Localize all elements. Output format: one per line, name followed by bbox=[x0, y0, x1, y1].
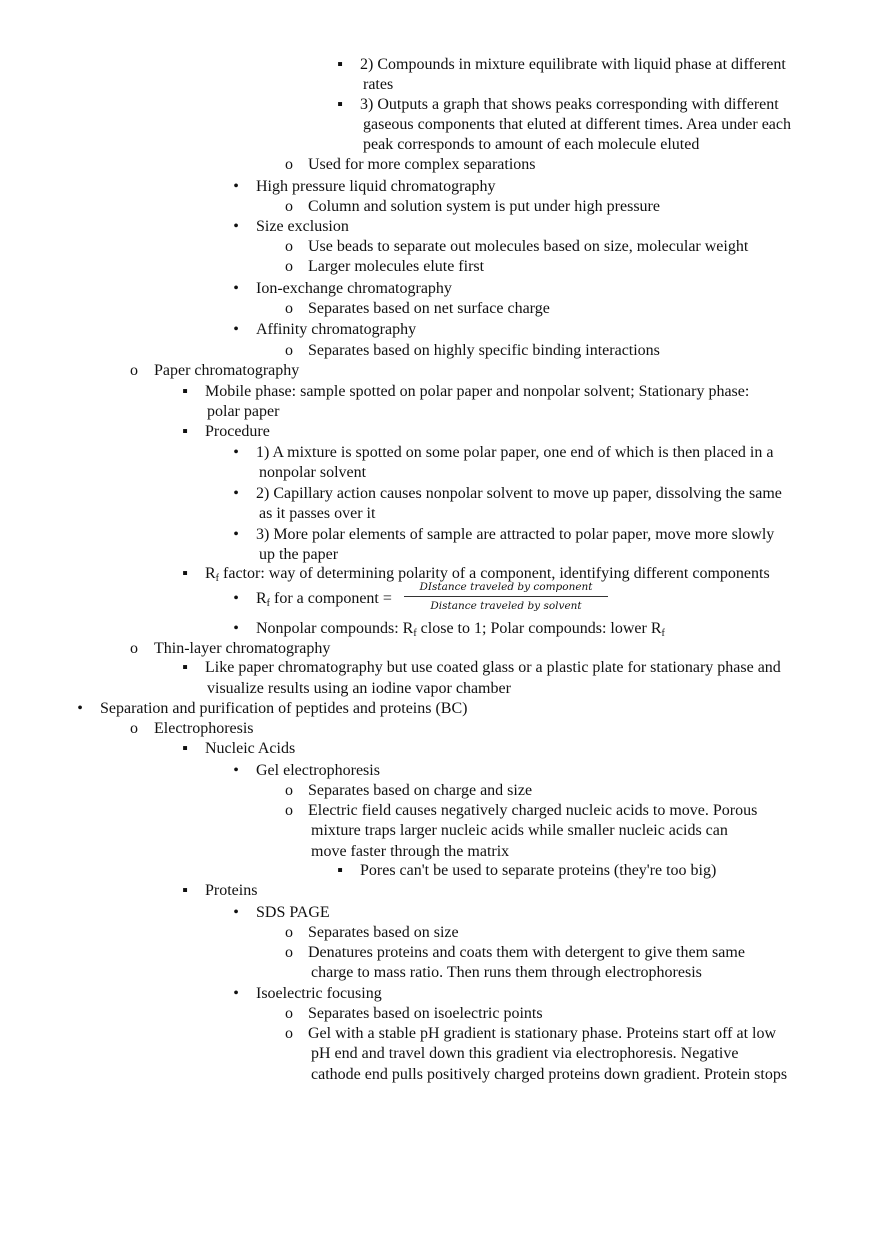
text-line: as it passes over it bbox=[259, 505, 376, 522]
text-line: Nucleic Acids bbox=[205, 740, 296, 757]
circle-bullet: o bbox=[285, 1025, 293, 1042]
text-line: 3) Outputs a graph that shows peaks corresponding with different bbox=[360, 96, 779, 113]
square-bullet: ▪ bbox=[182, 740, 188, 757]
circle-bullet: o bbox=[130, 640, 138, 657]
disc-bullet: • bbox=[233, 485, 239, 502]
disc-bullet: • bbox=[233, 321, 239, 338]
text-line: Gel with a stable pH gradient is stationary phase. Proteins start off at low bbox=[308, 1025, 777, 1042]
square-bullet: ▪ bbox=[337, 96, 343, 113]
text-line: Isoelectric focusing bbox=[256, 985, 382, 1002]
text-line: rates bbox=[363, 76, 394, 93]
text-line: mixture traps larger nucleic acids while smaller nucleic acids can bbox=[311, 822, 728, 839]
text-line: 2) Compounds in mixture equilibrate with liquid phase at different bbox=[360, 56, 786, 73]
circle-bullet: o bbox=[285, 802, 293, 819]
text-line: Gel electrophoresis bbox=[256, 762, 380, 779]
circle-bullet: o bbox=[130, 362, 138, 379]
text-line: Separates based on highly specific binding interactions bbox=[308, 342, 660, 359]
text-line: Electrophoresis bbox=[154, 720, 254, 737]
text-line: visualize results using an iodine vapor chamber bbox=[207, 680, 511, 697]
text-line: Nonpolar compounds: Rf close to 1; Polar compounds: lower Rf bbox=[256, 620, 665, 639]
text-line: 3) More polar elements of sample are attracted to polar paper, move more slowly bbox=[256, 526, 775, 543]
text-line: Electric field causes negatively charged nucleic acids to move. Porous bbox=[308, 802, 758, 819]
rf-fraction bbox=[404, 581, 608, 613]
text-line: nonpolar solvent bbox=[259, 464, 367, 481]
disc-bullet: • bbox=[233, 178, 239, 195]
text-line: move faster through the matrix bbox=[311, 843, 510, 860]
circle-bullet: o bbox=[285, 782, 293, 799]
square-bullet: ▪ bbox=[182, 659, 188, 676]
text-line: peak corresponds to amount of each molecule eluted bbox=[363, 136, 700, 153]
text-line: up the paper bbox=[259, 546, 339, 563]
text-line: Rf for a component = bbox=[256, 590, 392, 609]
circle-bullet: o bbox=[285, 238, 293, 255]
circle-bullet: o bbox=[285, 944, 293, 961]
text-line: Larger molecules elute first bbox=[308, 258, 485, 275]
disc-bullet: • bbox=[77, 700, 83, 717]
text-line: Affinity chromatography bbox=[256, 321, 417, 338]
circle-bullet: o bbox=[285, 1005, 293, 1022]
text-line: polar paper bbox=[207, 403, 280, 420]
circle-bullet: o bbox=[130, 720, 138, 737]
text-line: Ion-exchange chromatography bbox=[256, 280, 452, 297]
text-line: Like paper chromatography but use coated glass or a plastic plate for stationary phase and bbox=[205, 659, 781, 676]
square-bullet: ▪ bbox=[337, 862, 343, 879]
text-line: Separation and purification of peptides and proteins (BC) bbox=[100, 700, 468, 717]
text-line: Use beads to separate out molecules based on size, molecular weight bbox=[308, 238, 749, 255]
circle-bullet: o bbox=[285, 342, 293, 359]
disc-bullet: • bbox=[233, 620, 239, 637]
disc-bullet: • bbox=[233, 904, 239, 921]
text-line: Proteins bbox=[205, 882, 258, 899]
square-bullet: ▪ bbox=[182, 423, 188, 440]
text-line: charge to mass ratio. Then runs them through electrophoresis bbox=[311, 964, 702, 981]
text-line: Size exclusion bbox=[256, 218, 349, 235]
text-line: Pores can't be used to separate proteins (they're too big) bbox=[360, 862, 717, 879]
text-line: Procedure bbox=[205, 423, 270, 440]
square-bullet: ▪ bbox=[182, 565, 188, 582]
text-line: Used for more complex separations bbox=[308, 156, 536, 173]
text-line: gaseous components that eluted at different times. Area under each bbox=[363, 116, 791, 133]
fraction-bar bbox=[404, 596, 608, 597]
text-line: SDS PAGE bbox=[256, 904, 330, 921]
fraction-denominator: Distance traveled by solvent bbox=[430, 600, 582, 612]
disc-bullet: • bbox=[233, 280, 239, 297]
text-line: Paper chromatography bbox=[154, 362, 300, 379]
text-line: Separates based on isoelectric points bbox=[308, 1005, 543, 1022]
text-line: Thin-layer chromatography bbox=[154, 640, 331, 657]
circle-bullet: o bbox=[285, 198, 293, 215]
disc-bullet: • bbox=[233, 218, 239, 235]
text-line: Denatures proteins and coats them with detergent to give them same bbox=[308, 944, 745, 961]
text-line: 2) Capillary action causes nonpolar solvent to move up paper, dissolving the same bbox=[256, 485, 782, 502]
text-line: cathode end pulls positively charged proteins down gradient. Protein stops bbox=[311, 1066, 788, 1083]
square-bullet: ▪ bbox=[337, 56, 343, 73]
text-line: Separates based on net surface charge bbox=[308, 300, 550, 317]
circle-bullet: o bbox=[285, 258, 293, 275]
text-line: 1) A mixture is spotted on some polar paper, one end of which is then placed in a bbox=[256, 444, 774, 461]
disc-bullet: • bbox=[233, 590, 239, 607]
text-line: Column and solution system is put under high pressure bbox=[308, 198, 660, 215]
disc-bullet: • bbox=[233, 762, 239, 779]
square-bullet: ▪ bbox=[182, 882, 188, 899]
text-line: Rf factor: way of determining polarity of a component, identifying different components bbox=[205, 565, 770, 584]
fraction-numerator: DIstance traveled by component bbox=[419, 581, 593, 593]
text-line: High pressure liquid chromatography bbox=[256, 178, 496, 195]
square-bullet: ▪ bbox=[182, 383, 188, 400]
disc-bullet: • bbox=[233, 444, 239, 461]
text-line: Separates based on charge and size bbox=[308, 782, 533, 799]
disc-bullet: • bbox=[233, 985, 239, 1002]
text-line: pH end and travel down this gradient via electrophoresis. Negative bbox=[311, 1045, 739, 1062]
circle-bullet: o bbox=[285, 924, 293, 941]
disc-bullet: • bbox=[233, 526, 239, 543]
text-line: Mobile phase: sample spotted on polar paper and nonpolar solvent; Stationary phase: bbox=[205, 383, 750, 400]
circle-bullet: o bbox=[285, 156, 293, 173]
circle-bullet: o bbox=[285, 300, 293, 317]
text-line: Separates based on size bbox=[308, 924, 459, 941]
